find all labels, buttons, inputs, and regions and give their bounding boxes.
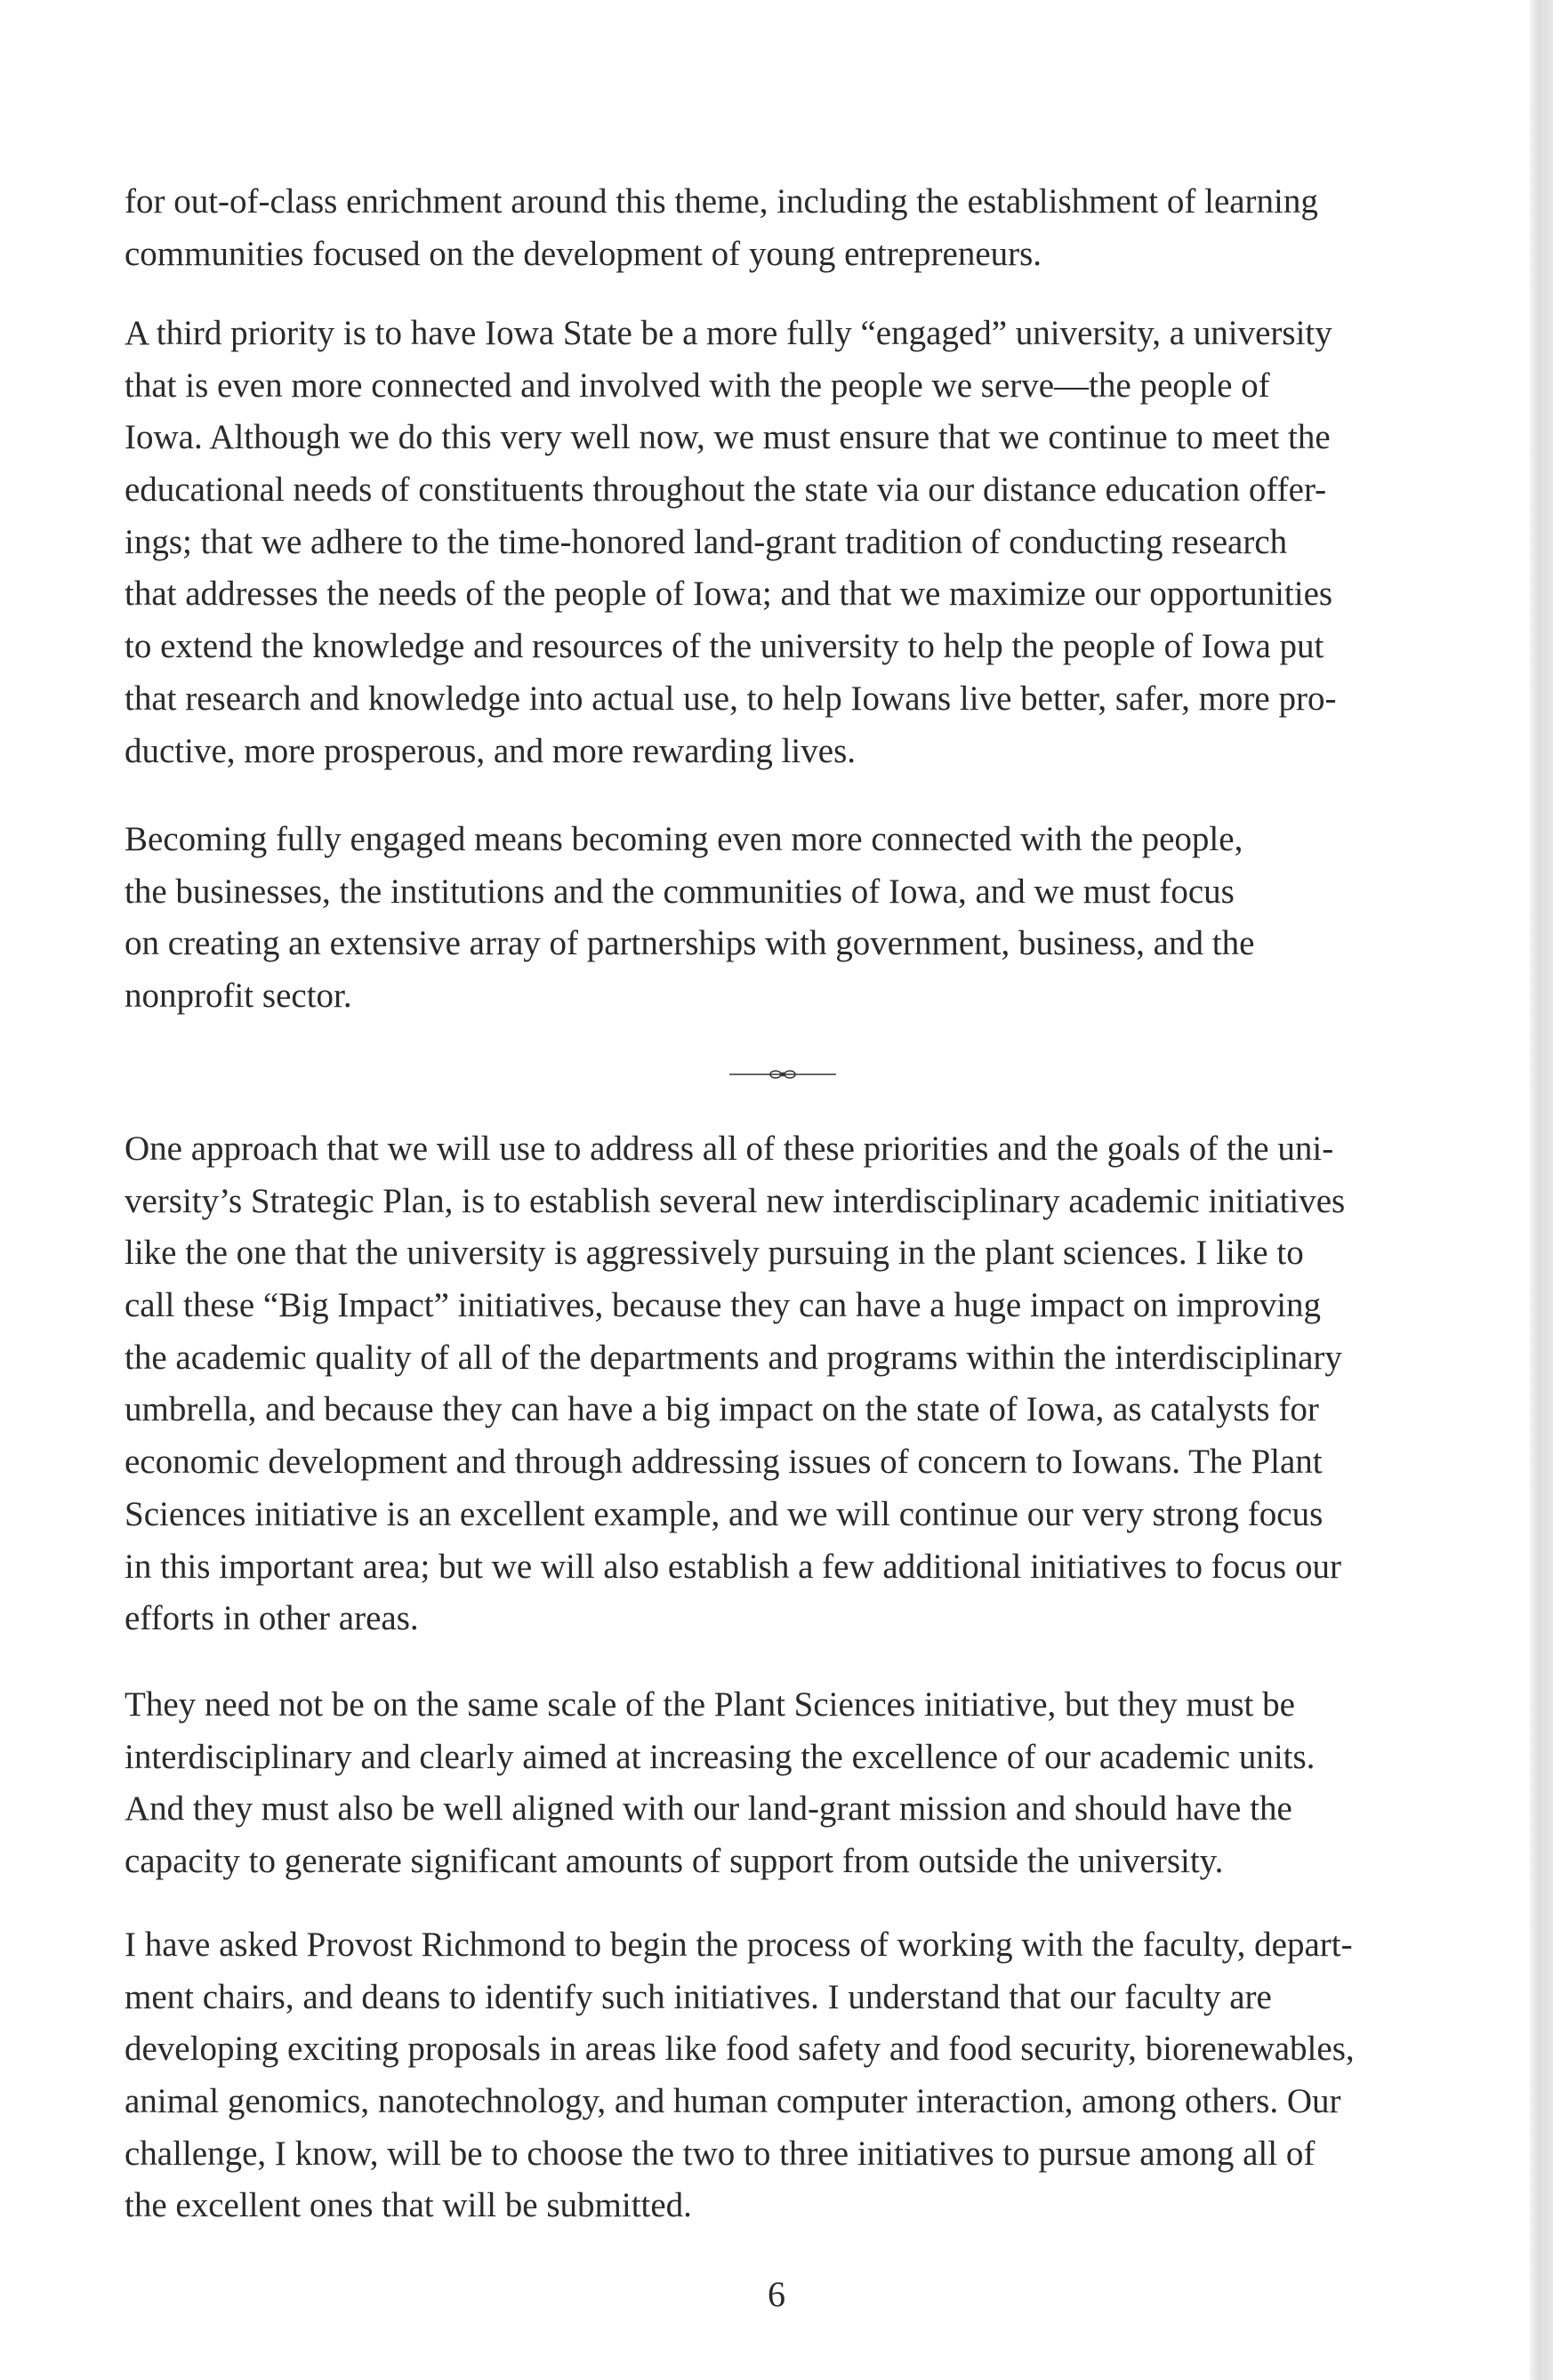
text-line: They need not be on the same scale of the Plant Sciences initiative, but they must be xyxy=(125,1685,1295,1724)
text-line: capacity to generate significant amounts of support from outside the university. xyxy=(125,1842,1224,1881)
paragraph xyxy=(125,1123,1345,1645)
paragraph xyxy=(125,1919,1355,2232)
text-line: on creating an extensive array of partnerships with government, business, and the xyxy=(125,924,1255,963)
text-line: communities focused on the development of young entrepreneurs. xyxy=(125,234,1042,273)
text-line: interdisciplinary and clearly aimed at increasing the excellence of our academic units. xyxy=(125,1737,1316,1776)
text-line: that addresses the needs of the people of Iowa; and that we maximize our opportunities xyxy=(125,575,1333,614)
text-line: in this important area; but we will also establish a few additional initiatives to focus our xyxy=(125,1547,1341,1586)
paragraph xyxy=(125,308,1336,777)
text-line: A third priority is to have Iowa State be a more fully “engaged” university, a university xyxy=(125,314,1332,352)
text-line: One approach that we will use to address all of these priorities and the goals of the uni- xyxy=(125,1130,1334,1168)
text-line: And they must also be well aligned with our land-grant mission and should have the xyxy=(125,1789,1292,1829)
page-number: 6 xyxy=(768,2274,785,2314)
text-line: developing exciting proposals in areas like food safety and food security, biorenewables, xyxy=(125,2030,1355,2069)
text-line: to extend the knowledge and resources of the university to help the people of Iowa put xyxy=(125,627,1324,666)
paragraph xyxy=(125,814,1254,1023)
text-line: the academic quality of all of the departments and programs within the interdisciplinary xyxy=(125,1338,1342,1377)
text-line: Iowa. Although we do this very well now, we must ensure that we continue to meet the xyxy=(125,418,1331,457)
page-edge-shadow xyxy=(1530,0,1553,2380)
text-line: challenge, I know, will be to choose the two to three initiatives to pursue among all of xyxy=(125,2134,1316,2173)
text-line: ductive, more prosperous, and more rewarding lives. xyxy=(125,731,857,770)
text-line: Becoming fully engaged means becoming even more connected with the people, xyxy=(125,820,1243,858)
text-line: ment chairs, and deans to identify such initiatives. I understand that our faculty are xyxy=(125,1977,1272,2016)
text-line: umbrella, and because they can have a big impact on the state of Iowa, as catalysts for xyxy=(125,1390,1319,1429)
text-line: ings; that we adhere to the time-honored land-grant tradition of conducting research xyxy=(125,522,1288,561)
text-line: nonprofit sector. xyxy=(125,977,352,1016)
text-line: for out-of-class enrichment around this theme, including the establishment of learning xyxy=(125,182,1318,221)
text-line: Sciences initiative is an excellent example, and we will continue our very strong focus xyxy=(125,1494,1324,1533)
text-line: economic development and through addressing issues of concern to Iowans. The Plant xyxy=(125,1443,1323,1482)
text-line: versity’s Strategic Plan, is to establish several new interdisciplinary academic initiatives xyxy=(125,1181,1346,1220)
text-line: efforts in other areas. xyxy=(125,1599,419,1638)
text-line: that is even more connected and involved with the people we serve—the people of xyxy=(125,366,1270,405)
text-line: call these “Big Impact” initiatives, because they can have a huge impact on improving xyxy=(125,1286,1322,1325)
text-line: the excellent ones that will be submitted. xyxy=(125,2186,692,2225)
text-line: animal genomics, nanotechnology, and human computer interaction, among others. Our xyxy=(125,2082,1341,2121)
paragraph xyxy=(125,176,1318,280)
text-line: like the one that the university is aggressively pursuing in the plant sciences. I like to xyxy=(125,1234,1304,1273)
text-line: I have asked Provost Richmond to begin the process of working with the faculty, depart- xyxy=(125,1926,1353,1964)
ornamental-divider-icon xyxy=(729,1067,836,1081)
text-line: educational needs of constituents throughout the state via our distance education offer- xyxy=(125,470,1327,510)
text-line: that research and knowledge into actual use, to help Iowans live better, safer, more pro- xyxy=(125,679,1337,718)
paragraph xyxy=(125,1679,1315,1888)
text-line: the businesses, the institutions and the communities of Iowa, and we must focus xyxy=(125,872,1235,911)
